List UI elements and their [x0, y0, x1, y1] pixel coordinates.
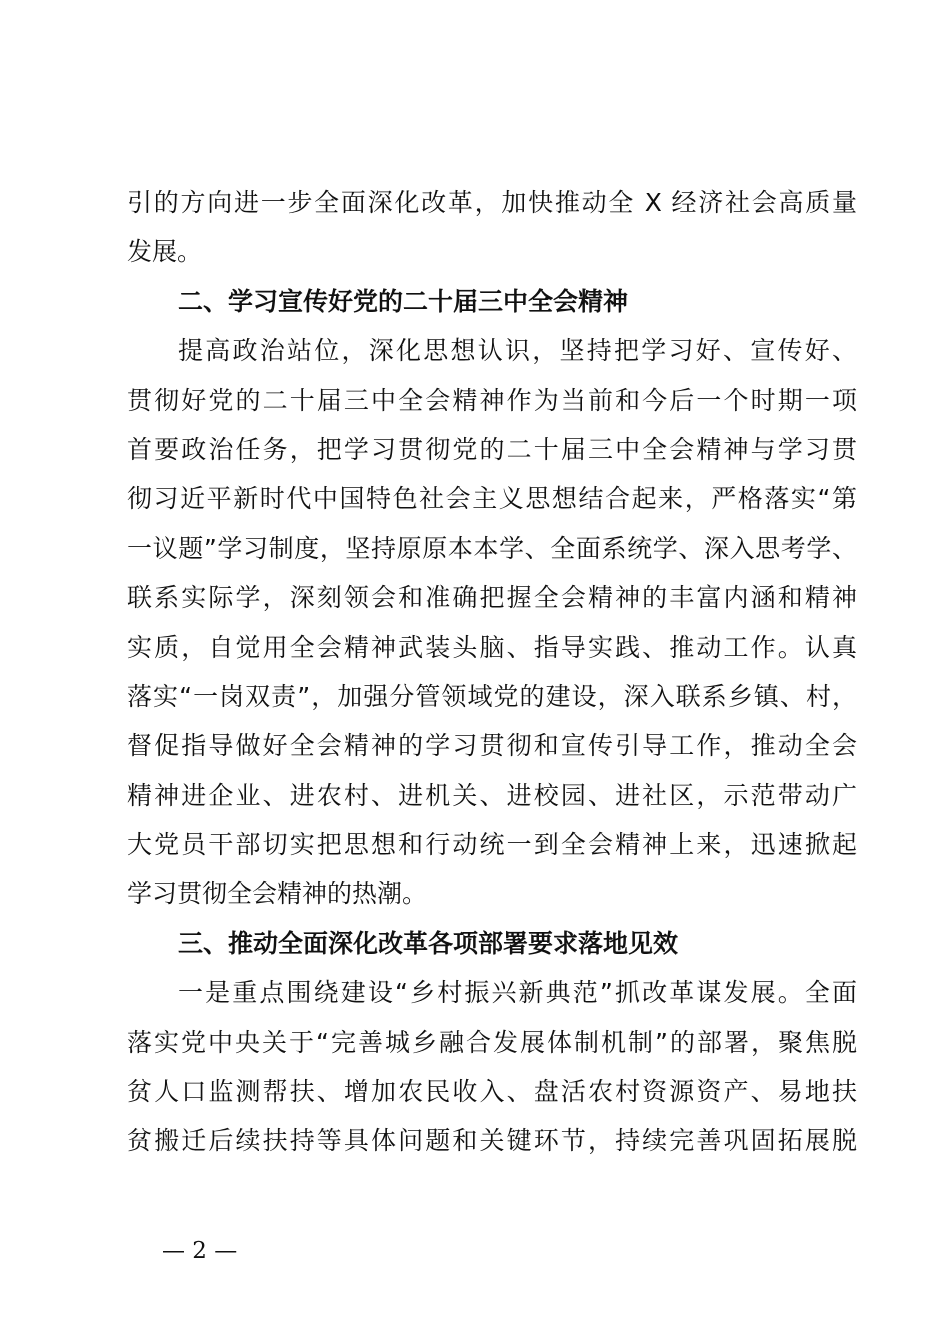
text-line: 精神进企业、进农村、进机关、进校园、进社区，示范带动广	[127, 780, 857, 810]
text-line: 大党员干部切实把思想和行动统一到全会精神上来，迅速掀起	[127, 830, 857, 860]
paragraph-continuation	[127, 178, 857, 277]
text-line: 联系实际学，深刻领会和准确把握全会精神的丰富内涵和精神	[127, 583, 857, 613]
paragraph-reform-deployment	[127, 968, 857, 1166]
text-line: 落实党中央关于“完善城乡融合发展体制机制”的部署，聚焦脱	[127, 1027, 857, 1057]
text-line: 一议题”学习制度，坚持原原本本学、全面系统学、深入思考学、	[127, 533, 857, 563]
section-heading-2	[127, 277, 857, 326]
text-line: 一是重点围绕建设“乡村振兴新典范”抓改革谋发展。全面	[178, 978, 857, 1008]
text-line: 实质，自觉用全会精神武装头脑、指导实践、推动工作。认真	[127, 632, 857, 662]
text-line: 贯彻好党的二十届三中全会精神作为当前和今后一个时期一项	[127, 385, 857, 415]
text-line: 提高政治站位，深化思想认识，坚持把学习好、宣传好、	[178, 336, 857, 366]
text-line: 贫搬迁后续扶持等具体问题和关键环节，持续完善巩固拓展脱	[127, 1126, 857, 1156]
text-line: 发展。	[127, 237, 203, 267]
heading-text: 三、推动全面深化改革各项部署要求落地见效	[178, 928, 679, 958]
text-line: 彻习近平新时代中国特色社会主义思想结合起来，严格落实“第	[127, 484, 857, 514]
text-line: 学习贯彻全会精神的热潮。	[127, 879, 428, 909]
text-line: 督促指导做好全会精神的学习贯彻和宣传引导工作，推动全会	[127, 731, 857, 761]
text-line: 贫人口监测帮扶、增加农民收入、盘活农村资源资产、易地扶	[127, 1077, 857, 1107]
paragraph-study-promotion	[127, 326, 857, 919]
text-line: 引的方向进一步全面深化改革，加快推动全 X 经济社会高质量	[127, 188, 857, 217]
document-body	[127, 178, 857, 1166]
text-line: 落实“一岗双责”，加强分管领域党的建设，深入联系乡镇、村，	[127, 681, 857, 711]
page-number: — 2 —	[162, 1238, 238, 1264]
section-heading-3	[127, 919, 857, 968]
text-line: 首要政治任务，把学习贯彻党的二十届三中全会精神与学习贯	[127, 434, 857, 464]
heading-text: 二、学习宣传好党的二十届三中全会精神	[178, 286, 629, 316]
